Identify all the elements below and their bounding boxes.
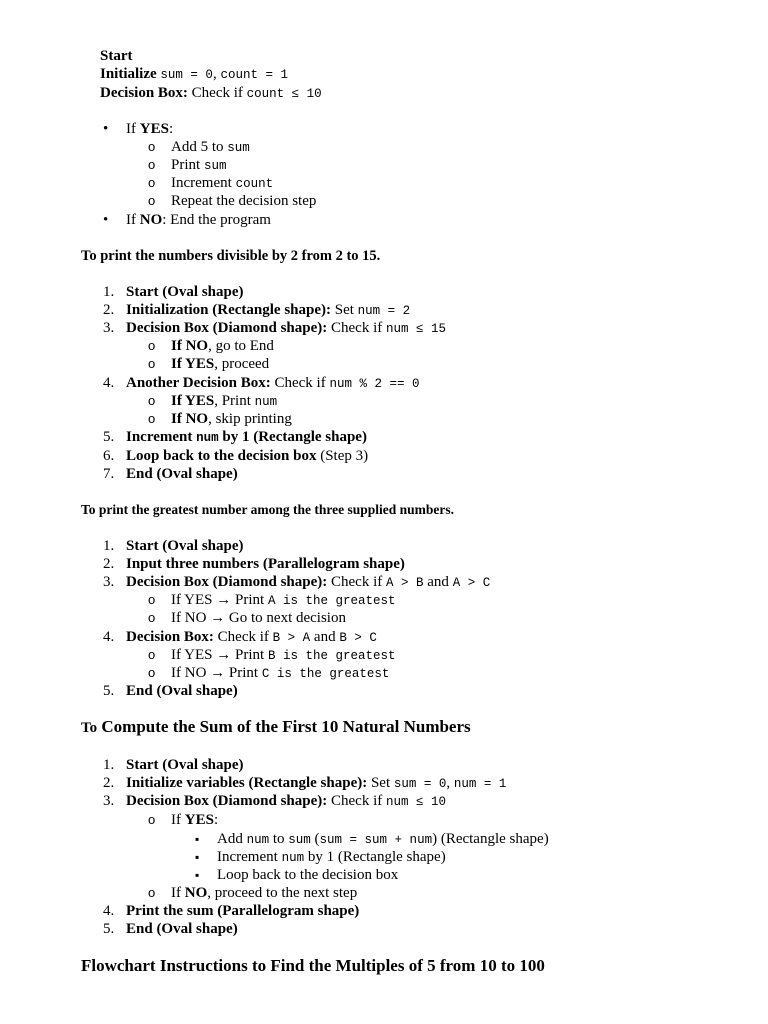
if-yes-suffix: : [168, 121, 174, 137]
initialize-label: Initialize [100, 66, 157, 82]
step-number: 4. [103, 375, 115, 391]
circle-bullet-icon [148, 138, 155, 156]
step-number: 1. [103, 538, 115, 554]
decision-text: Check if [191, 85, 243, 101]
square-bullet-icon [195, 866, 199, 884]
step-number: 2. [103, 302, 115, 318]
step-number: 4. [103, 629, 115, 645]
yes-action-add: Add num to sum (sum = sum + num) (Rectangle shape) [217, 831, 549, 847]
substep-if-no: If NO → Go to next decision [171, 610, 346, 626]
yes-item [171, 156, 226, 175]
circle-bullet-icon [148, 811, 155, 829]
if-no-suffix: : End the program [162, 212, 271, 228]
disc-bullet-icon [103, 120, 108, 138]
step-loop-back: Loop back to the decision box (Step 3) [126, 448, 369, 464]
circle-bullet-icon [148, 337, 155, 355]
step-end: End (Oval shape) [126, 921, 238, 937]
step-number: 2. [103, 556, 115, 572]
step-number: 3. [103, 574, 115, 590]
if-no-word: NO [139, 212, 163, 228]
step-start: Start (Oval shape) [126, 284, 244, 300]
step-number: 5. [103, 683, 115, 699]
if-no-prefix: If [126, 212, 136, 228]
step-increment: Increment num by 1 (Rectangle shape) [126, 429, 367, 445]
yes-action-loop-back: Loop back to the decision box [217, 867, 399, 883]
step-number: 5. [103, 921, 115, 937]
step-initialization: Initialization (Rectangle shape): Set num = 2 [126, 302, 411, 318]
decision-label: Decision Box: [100, 85, 188, 101]
circle-bullet-icon [148, 192, 155, 210]
step-initialize-variables: Initialize variables (Rectangle shape): Set sum = 0, num = 1 [126, 775, 507, 791]
circle-bullet-icon [148, 410, 155, 428]
if-yes-line [126, 120, 173, 138]
yes-item [171, 174, 273, 193]
circle-bullet-icon [148, 664, 155, 682]
yes-item-code: count [235, 177, 274, 191]
substep-if-no: If NO, go to End [171, 338, 274, 354]
square-bullet-icon [195, 830, 199, 848]
circle-bullet-icon [148, 355, 155, 373]
step-decision-box: Decision Box (Diamond shape): Check if num ≤ 10 [126, 793, 447, 809]
step-number: 7. [103, 466, 115, 482]
step-decision-box: Decision Box (Diamond shape): Check if num ≤ 15 [126, 320, 447, 336]
start-line [100, 47, 133, 65]
yes-item-code: sum [203, 159, 227, 173]
step-number: 3. [103, 320, 115, 336]
substep-if-no: If NO → Print C is the greatest [171, 665, 390, 681]
section-heading-divisible-by-2: To print the numbers divisible by 2 from 2 to 15. [81, 248, 381, 264]
step-number: 1. [103, 284, 115, 300]
step-number: 5. [103, 429, 115, 445]
step-decision-box: Decision Box: Check if B > A and B > C [126, 629, 377, 645]
circle-bullet-icon [148, 174, 155, 192]
yes-item-text: Repeat the decision step [171, 193, 317, 209]
substep-if-no: If NO, skip printing [171, 411, 292, 427]
step-end: End (Oval shape) [126, 683, 238, 699]
decision-line [100, 84, 322, 103]
if-no-line [126, 211, 271, 229]
init-code-sum: sum = 0 [160, 68, 213, 82]
yes-item-text: Add 5 to [171, 139, 224, 155]
circle-bullet-icon [148, 884, 155, 902]
step-end: End (Oval shape) [126, 466, 238, 482]
step-number: 6. [103, 448, 115, 464]
section-heading-sum-natural-numbers: To Compute the Sum of the First 10 Natural Numbers [81, 717, 471, 736]
step-number: 4. [103, 903, 115, 919]
decision-code: count ≤ 10 [246, 87, 322, 101]
if-yes-prefix: If [126, 121, 136, 137]
circle-bullet-icon [148, 591, 155, 609]
yes-item-text: Increment [171, 175, 232, 191]
yes-action-increment: Increment num by 1 (Rectangle shape) [217, 849, 446, 865]
step-number: 2. [103, 775, 115, 791]
step-another-decision-box: Another Decision Box: Check if num % 2 == 0 [126, 375, 420, 391]
substep-if-no: If NO, proceed to the next step [171, 885, 358, 901]
circle-bullet-icon [148, 609, 155, 627]
init-separator: , [212, 66, 217, 82]
yes-item [171, 192, 316, 210]
circle-bullet-icon [148, 156, 155, 174]
step-number: 3. [103, 793, 115, 809]
step-input: Input three numbers (Parallelogram shape) [126, 556, 405, 572]
substep-if-yes: If YES: [171, 812, 219, 828]
step-start: Start (Oval shape) [126, 757, 244, 773]
substep-if-yes: If YES → Print B is the greatest [171, 647, 396, 663]
step-print-sum: Print the sum (Parallelogram shape) [126, 903, 360, 919]
yes-item-text: Print [171, 157, 201, 173]
step-start: Start (Oval shape) [126, 538, 244, 554]
substep-if-yes: If YES, Print num [171, 393, 278, 409]
yes-item [171, 138, 250, 157]
init-code-count: count = 1 [220, 68, 288, 82]
yes-item-code: sum [227, 141, 250, 155]
step-number: 1. [103, 757, 115, 773]
substep-if-yes: If YES, proceed [171, 356, 270, 372]
start-label: Start [100, 48, 133, 64]
disc-bullet-icon [103, 211, 108, 229]
if-yes-word: YES [139, 121, 169, 137]
initialize-line [100, 65, 288, 84]
circle-bullet-icon [148, 646, 155, 664]
circle-bullet-icon [148, 392, 155, 410]
substep-if-yes: If YES → Print A is the greatest [171, 592, 396, 608]
section-heading-greatest-number: To print the greatest number among the three supplied numbers. [81, 502, 455, 517]
section-heading-multiples-of-5: Flowchart Instructions to Find the Multiples of 5 from 10 to 100 [81, 956, 545, 975]
step-decision-box: Decision Box (Diamond shape): Check if A > B and A > C [126, 574, 491, 590]
square-bullet-icon [195, 848, 199, 866]
